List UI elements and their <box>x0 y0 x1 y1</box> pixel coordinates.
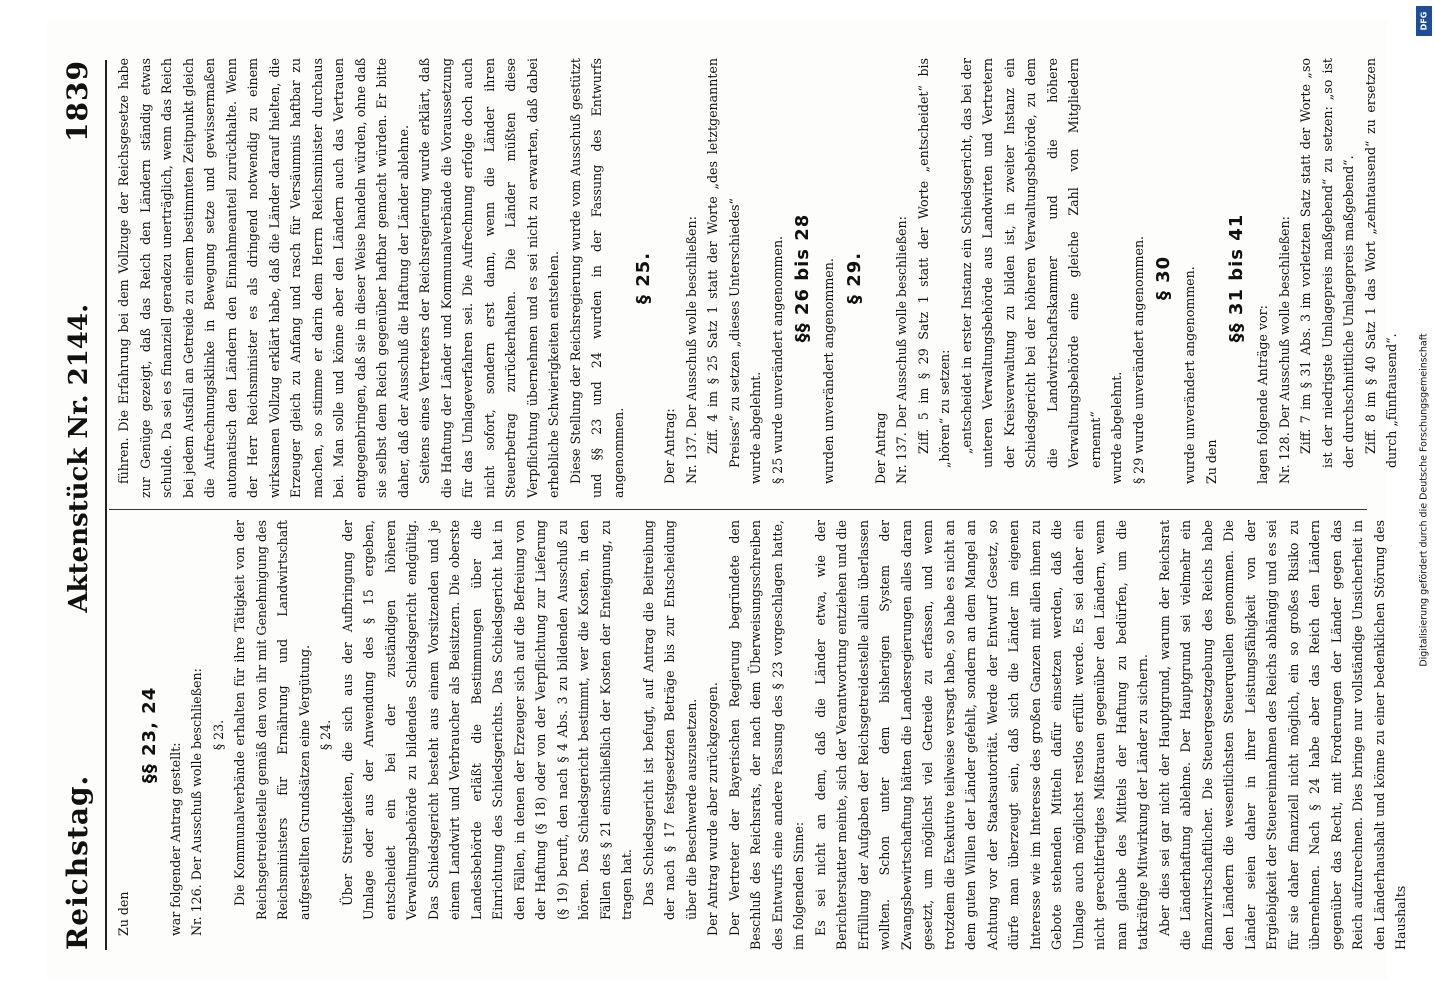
quoted-text: Ziff. 4 im § 25 Satz 1 statt der Worte „des letztgenannten Preises“ zu setzen „dieses Unterschiedes“ <box>705 58 742 468</box>
paragraph: führen. Die Erfahrung bei dem Vollzuge der Reichsgesetze habe zur Genüge gezeigt, daß das Reich den Ländern ständig etwas schulde. Da sei es finanziell geradezu unerträglich, wenn das Reich bei jedem Ausfall an Getreide zu einem bestimmten Zeitpunkt gleich die Aufrechnungsklinke in Bewegung setze und gewissermaßen automatisch den Ländern den Einnahmeanteil zurückhalte. Wenn der Herr Reichsminister es als dringend notwendig zu einem wirksamen Vollzug erklärt habe, daß die Länder darauf hielten, die Erzeuger gleich zu Anfang und rasch für Versäumnis haftbar zu machen, so stimme er darin dem Herrn Reichsminister durchaus bei. Man solle und könne aber den Ländern auch das Vertrauen entgegenbringen, daß sie in dieser Weise handeln würden, ohne daß sie selbst dem Reich gegenüber haftbar gemacht würden. Er bitte daher, daß der Ausschuß die Haftung der Länder ablehne. <box>116 58 411 498</box>
paragraph: Der Antrag: <box>662 408 677 484</box>
paragraph: Zu den <box>1203 439 1219 484</box>
section-heading: § 29. <box>843 251 865 305</box>
section-heading: §§ 23, 24 <box>138 686 160 784</box>
page-number: 1839 <box>61 60 94 142</box>
quoted-text: Ziff. 5 im § 29 Satz 1 statt der Worte „entscheidet“ bis „hören“ zu setzen: <box>915 58 952 468</box>
paragraph: Der Vertreter der Bayerischen Regierung begründete den Beschluß des Reichsrats, der nach dem Überweisungsschreiben des Entwurfs eine andere Fassung des § 23 vorgeschlagen hatte, im folgenden Sinne: <box>726 520 806 950</box>
header-rule <box>105 60 107 950</box>
section-heading: §§ 31 bis 41 <box>1226 213 1247 343</box>
section-heading: § 25. <box>633 251 654 305</box>
quoted-text: Über Streitigkeiten, die sich aus der Aufbringung der Umlage oder aus der Anwendung des § 15 ergeben, entscheidet ein bei der zuständigen höheren Verwaltungsbehörde zu bildendes Schiedsgericht endgültig. Das Schiedsgericht besteht aus einem Vorsitzenden und je einem Landwirt und Verbraucher als Beisitzern. Die oberste Landesbehörde erläßt die Bestimmungen über die Einrichtung des Schiedsgerichts. Das Schiedsgericht hat in den Fällen, in denen der Erzeuger sich auf die Befreiung von der Haftung (§ 18) oder von der Verpflichtung zur Lieferung (§ 19) beruft, den nach § 4 Abs. 3 zu bildenden Ausschuß zu hören. Das Schiedsgericht bestimmt, wer die Kosten, in den Fällen des § 21 einschließlich der Kosten der Enteignung, zu tragen hat. <box>339 520 634 920</box>
dfg-logo-text: DFG <box>1419 11 1429 31</box>
paragraph: wurde abgelehnt. <box>748 371 763 484</box>
paragraph-number: § 24. <box>318 719 333 751</box>
dfg-logo <box>1416 6 1432 36</box>
quoted-text: Ziff. 7 im § 31 Abs. 3 im vorletzten Satz statt der Worte „so ist der niedrigste Umlagepreis maßgebend“ zu setzen: „so ist der durchschnittliche Umlagepreis maßgebend“. <box>1298 58 1356 468</box>
quoted-text: Ziff. 8 im § 40 Satz 1 das Wort „zehntausend“ zu ersetzen durch „fünftausend“. <box>1362 58 1399 468</box>
paragraph: Nr. 126. Der Ausschuß wolle beschließen: <box>189 668 204 936</box>
paragraph: lagen folgende Anträge vor: <box>1255 305 1270 484</box>
paragraph: Diese Stellung der Reichsregierung wurde vom Ausschuß gestützt und §§ 23 und 24 wurden in der Fassung des Entwurfs angenommen. <box>567 58 626 498</box>
paragraph: Der Antrag <box>872 412 888 484</box>
paragraph: Aber dies sei gar nicht der Hauptgrund, warum der Reichsrat die Länderhaftung ablehne. Der Hauptgrund sei vielmehr ein finanzwirtschaftlicher. Die Steuergesetzgebung des Reichs habe den Ländern die wesentlichsten Steuerquellen genommen. Die Länder seien daher in ihrer Leistungsfähigkeit von der Ergiebigkeit der Steuereinnahmen des Reichs abhängig und es sei für sie daher finanziell nicht möglich, ein so großes Risiko zu übernehmen. Nach § 24 habe aber das Reich den Ländern gegenüber das Recht, mit Forderungen der Länder gegen das Reich aufzurechnen. Dies bringe nur vollständige Unsicherheit in den Länderhaushalt und könne zu einer bedenklichen Störung des Haushalts <box>1156 520 1408 950</box>
paragraph: Nr. 137. Der Ausschuß wolle beschließen: <box>894 216 909 484</box>
paragraph: Nr. 137. Der Ausschuß wolle beschließen: <box>683 216 699 484</box>
column-divider <box>109 509 1367 510</box>
header-title: Aktenstück Nr. 2144. <box>64 303 94 613</box>
paragraph-number: § 23. <box>210 719 226 751</box>
paragraph: Zu den <box>116 891 131 936</box>
paragraph: § 29 wurde unverändert angenommen. <box>1130 235 1146 484</box>
paragraph: wurde abgelehnt. <box>1109 371 1124 484</box>
quoted-text: Das Schiedsgericht ist befugt, auf Antrag die Beitreibung der nach § 17 festgesetzten Beträge bis zur Entscheidung über die Beschwerde auszusetzen. <box>640 520 699 920</box>
paragraph: Der Antrag wurde aber zurückgezogen. <box>705 682 720 936</box>
rotated-document-page <box>47 20 1408 980</box>
section-heading: § 30 <box>1153 255 1174 301</box>
paragraph: Es sei nicht an dem, daß die Länder etwa, wie der Berichterstatter meinte, sich der Verantwortung entziehen und die Erfüllung der Aufgaben der Reichsgetreidestelle allein überlassen wollten. Schon unter dem bisherigen System der Zwangsbewirtschaftung hätten die Landesregierungen alles daran gesetzt, um möglichst viel Getreide zu erfassen, und wenn trotzdem die Exekutive teilweise versagt habe, so habe es nicht an dem guten Willen der Länder gefehlt, sondern an dem Mangel an Achtung vor der Staatsautorität. Werde der Entwurf Gesetz, so dürfe man überzeugt sein, daß sich die Länder im eigenen Interesse wie im Interesse des großen Ganzen mit allen ihnen zu Gebote stehenden Mitteln dafür einsetzen werden, daß die Umlage auch möglichst restlos erfüllt werde. Es sei daher ein nicht gerechtfertigtes Mißtrauen gegenüber den Ländern, wenn man glaube des Mittels der Haftung zu bedürfen, um die tatkräftige Mitwirkung der Länder zu sichern. <box>812 520 1150 950</box>
page-header <box>61 60 101 950</box>
left-column <box>113 520 1408 950</box>
paragraph: § 25 wurde unverändert angenommen. <box>769 235 785 484</box>
paragraph: Seitens eines Vertreters der Reichsregierung wurde erklärt, daß die Haftung der Länder und Kommunalverbände die Voraussetzung für das Umlageverfahren sei. Die Aufrechnung erfolge doch auch nicht sofort, sondern erst dann, wenn die Länder ihren Steuerbetrag zurückerhalten. Die Länder müßten diese Verpflichtung übernehmen und es sei nicht zu erwarten, daß dabei erhebliche Schwierigkeiten entstehen. <box>417 58 561 498</box>
paragraph: wurden unverändert angenommen. <box>821 258 836 484</box>
paragraph: war folgender Antrag gestellt: <box>167 742 183 936</box>
quoted-text: „entscheidet in erster Instanz ein Schiedsgericht, das bei der unteren Verwaltungsbehörde aus Landwirten und Vertretern der Kreisverwaltung zu bilden ist, in zweiter Instanz ein Schiedsgericht bei der höheren Verwaltungsbehörde, zu dem die Landwirtschaftskammer und die höhere Verwaltungsbehörde eine gleiche Zahl von Mitgliedern ernennt“ <box>958 58 1103 468</box>
paragraph: Nr. 128. Der Ausschuß wolle beschließen: <box>1276 216 1292 484</box>
paragraph: wurde unverändert angenommen. <box>1182 266 1197 484</box>
digitization-credit: Digitalisierung gefördert durch die Deutsche Forschungsgemeinschaft <box>1418 333 1430 667</box>
section-heading: §§ 26 bis 28 <box>792 213 813 343</box>
quoted-text: Die Kommunalverbände erhalten für ihre Tätigkeit von der Reichsgetreidestelle gemäß den von ihr mit Genehmigung des Reichsministers für Ernährung und Landwirtschaft aufgestellten Grundsätzen eine Vergütung. <box>232 520 312 920</box>
header-left: Reichstag. <box>61 774 94 950</box>
right-column <box>113 58 1399 498</box>
